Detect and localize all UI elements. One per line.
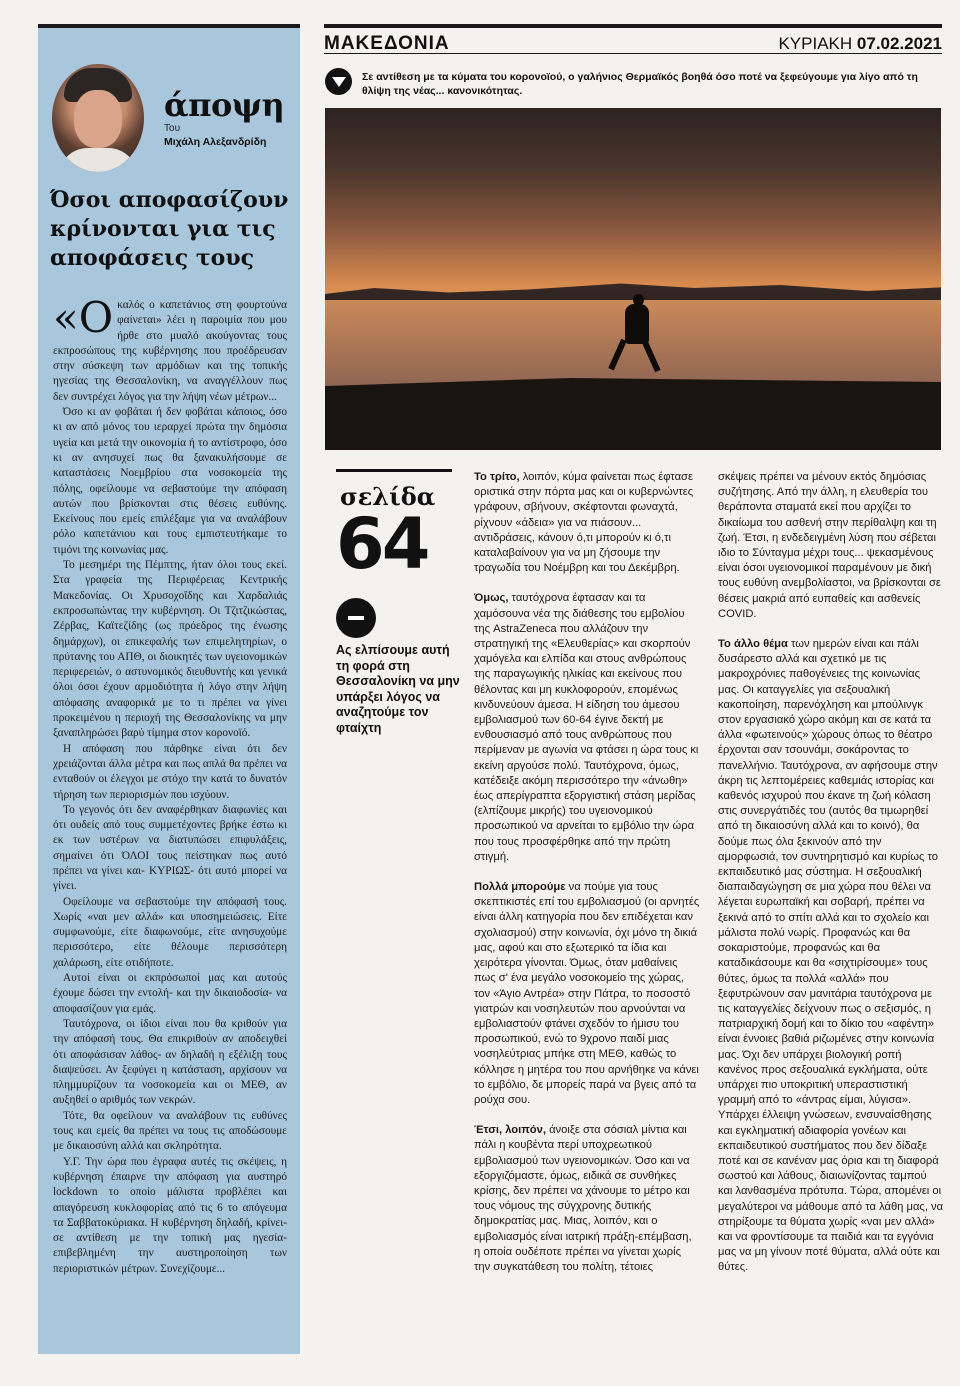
page-reference-box bbox=[336, 469, 452, 585]
dropcap bbox=[53, 293, 114, 342]
paragraph-text: των ημερών είναι και πάλι δυσάρεστο αλλά και σχετικό με τις μακροχρόνιες παθογένειες της κοινωνίας μας. Οι καταγγελίες για σεξουαλική κακοποίηση, παρενόχληση και μπούλινγκ στον εργασιακό χώρο ακόμη και σε κατά τα άλλα «φωτεινούς» χώρους όπως το θέατρο έρχονται σαν τσουνάμι, σοκάροντας το πανελλήνιο. Ταυτόχρονα, αν αφήσουμε στην άκρη τις λεπτομέρειες καθεμιάς ιστορίας και καθενός ισχυρού που έκανε τη ζωή κόλαση στις συνεργάτιδές του (αυτός θα τιμωρηθεί από τη δικαιοσύνη αλλά και το κοινό), θα δούμε πως όλα ξεκινούν από την αμορφωσιά, τον συντηρητισμό και κυρίως το εκπαιδευτικό μας σύστημα. Η σεξουαλική διαπαιδαγώγηση σε μια χώρα που θέλει να λέγεται ευρωπαϊκή και σοβαρή, πρέπει να ξεκινά από το σπίτι αλλά και το σχολείο και μάλιστα πολύ νωρίς. Προφανώς και θα σοκαριστούμε, προφανώς και θα καταδικάσουμε και θα «σιχτιρίσουμε» τους θύτες, όμως τα πολλά «αλλά» που ξεφυτρώνουν σαν μανιτάρια ταυτόχρονα με τις καταγγελίες δείχνουν πως ο σεξισμός, η πατριαρχική δομή και το δίκιο του «αφέντη» είναι έννοιες βαθιά ριζωμένες στην κοινωνία μας. Όχι δεν υπάρχει βιολογική ροπή κανένος προς σεξουαλικά εγκλήματα, ούτε υπάρχει πιο υποκριτική υπεραστιστική γραμμή από το «άντρας είμαι, λύγισα». Υπάρχει έλλειψη γνώσεων, ενσυναίσθησης και εγκληματική αδιαφορία γονέων και εκπαιδευτικού συστήματος που δεν δίδαξε ποτέ και σε κανέναν μας όρια και τη διαφορά σωστού και λάθους, διαιωνίζοντας ταμπού και λανθασμένα πρότυπα. Τώρα, απομένει οι μεγαλύτεροι να μάθουμε από τα λάθη μας, να στηρίξουμε τα θύματα χωρίς «ναι μεν αλλά» και να φροντίσουμε τα παιδιά και τα εγγόνια μας να μη γίνουν ποτέ θύματα, αλλά ούτε και θύτες. bbox=[718, 638, 944, 1274]
opinion-paragraph: Υ.Γ. Την ώρα που έγραφα αυτές τις σκέψεις, η κυβέρνηση έπαιρνε την απόφαση για αυστηρό lockdown το οποίο μάλιστα προβλέπει και απαγόρευση κυκλοφορίας από τις 6 το απόγευμα τα Σαββατοκύριακα. Η κυβέρνηση δηλαδή, κρίνει- σε αντίθεση με την τοπική μας ηγεσία- επιβεβλημένη την αυστηροποίηση των περιοριστικών μέτρων. Συνεχίζουμε... bbox=[53, 1155, 287, 1275]
sunset-photo bbox=[325, 108, 941, 450]
issue-day: ΚΥΡΙΑΚΗ bbox=[778, 34, 853, 53]
page-number: 64 bbox=[336, 503, 428, 585]
down-arrow-icon bbox=[325, 68, 352, 95]
paragraph-text: λοιπόν, κύμα φαίνεται πως έφτασε οριστικά στην πόρτα μας και οι κυβερνώντες γράφουν, σβήνουν, σκέφτονται φωναχτά, ρίχνουν «άδεια» για να πιάσουν... αντιδράσεις, κάνουν ό,τι μπορούν κι ό,τι καταλαβαίνουν για να μη ζήσουμε την τραγωδία του Νοέμβρη και του Δεκέμβρη. bbox=[474, 471, 694, 575]
opinion-paragraph: Αυτοί είναι οι εκπρόσωποί μας και αυτούς έχουμε δώσει την εντολή- και την δικαιοδοσία- να αποφασίζουν για εμάς. bbox=[53, 972, 287, 1015]
opinion-body bbox=[53, 293, 287, 1277]
minus-note: Ας ελπίσουμε αυτή τη φορά στη Θεσσαλονίκη να μην υπάρξει λόγος να αναζητούμε τον φταίχτη bbox=[336, 643, 460, 735]
masthead bbox=[324, 24, 942, 54]
dropcap-letter: Ο bbox=[78, 293, 114, 342]
mid-paragraph bbox=[474, 591, 700, 865]
opinion-first-paragraph bbox=[53, 293, 287, 405]
right-paragraph bbox=[718, 637, 944, 1276]
opinion-headline: Όσοι αποφασίζουν κρίνονται για τις αποφάσεις τους bbox=[50, 187, 289, 271]
issue-date-value: 07.02.2021 bbox=[856, 34, 942, 53]
paragraph-text: άνοιξε στα σόσιαλ μίντια και πάλι η κουβέντα περί υποχρεωτικού εμβολιασμού των υγειονομικών. Όσο και να εξοργιζόμαστε, όμως, ειδικά σε συνθήκες κρίσης, δεν πρέπει να χάνουμε το μέτρο και τους νόμους της σύγχρονης δυτικής δημοκρατίας μας. Μιας, λοιπόν, και ο εμβολιασμός είναι ιατρική πράξη-επέμβαση, η οποία ουδέποτε πρέπει να γίνεται χωρίς την συγκατάθεση του πολίτη, τέτοιες bbox=[474, 1124, 692, 1273]
opinion-paragraph: Το γεγονός ότι δεν αναφέρθηκαν διαφωνίες και ότι ουδείς από τους συμμετέχοντες βρήκε έστω κι εκ των υστέρων να διατυπώσει επιφυλάξεις, σημαίνει ότι ΌΛΟΙ τους πείστηκαν πως αυτό πρέπει να γίνει και- ΚΥΡΙΩΣ- ότι αυτό μπορεί να γίνει. bbox=[53, 803, 287, 893]
photo-caption: Σε αντίθεση με τα κύματα του κορονοϊού, ο γαλήνιος Θερμαϊκός βοηθά όσο ποτέ να ξεφεύγουμε για λίγο από τη θλίψη της νέας... κανονικότητας. bbox=[362, 71, 918, 97]
paragraph-text: ταυτόχρονα έφτασαν και τα χαμόσουνα νέα της διάθεσης του εμβολίου της AstraZeneca που αλλάζουν την στρατηγική της «Ελευθερίας» και σκορπούν χαμόγελα και ελπίδα και στους ανθρώπους της παραγωγικής ηλικίας και εκείνους που θέλοντας και μη κυκλοφορούν, επομένως κινδυνεύουν άμεσα. Η είδηση του άμεσου εμβολιασμού των 60-64 έγινε δεκτή με ενθουσιασμό από τους ανθρώπους που περίμεναν με αγωνία να φτάσει η ώρα τους κι εκείνη αργούσε πολύ. Ταυτόχρονα, όμως, κατέδειξε ακόμη περισσότερο την «άνωθη» έως απερίγραπτα εξοργιστική στάση μερίδας (ελπίζουμε μικρής) του υγειονομικού προσωπικού να αρνείται το εμβόλιο την ώρα που τους προσφέρθηκε από την πρώτη στιγμή. bbox=[474, 592, 699, 863]
author-name: Μιχάλη Αλεξανδρίδη bbox=[164, 136, 267, 148]
opinion-paragraph: Όσο κι αν φοβάται ή δεν φοβάται κάποιος, όσο κι αν από μόνος του ιεραρχεί πρώτα την δημόσια υγεία και μετά την οικονομία ή το αντίστροφο, όσο κι αν ανησυχεί πως θα ξανακυλήσουμε σε καταστάσεις Νοεμβρίου στα νοσοκομεία της πόλης, οφείλουμε να σεβαστούμε την απόφαση αυτών που βρίσκονται στις θέσεις ευθύνης. Εκείνους που εμείς επιλέξαμε για να αναλάβουν ρόλο καπετάνιου και τους εμπιστευτήκαμε το τιμόνι της κοινωνίας μας. bbox=[53, 406, 287, 556]
minus-icon bbox=[336, 598, 376, 638]
author-photo bbox=[52, 64, 144, 172]
photo-sky bbox=[325, 108, 941, 308]
opinion-paragraph: Ταυτόχρονα, οι ίδιοι είναι που θα κριθούν για την απόφασή τους. Θα επικριθούν αν αποδειχθεί ότι αποφάσισαν λάθος- αν δηλαδή η εξέλιξη τους διαψεύσει. Αν ξεφύγει η κατάσταση, αρχίσουν να πλημμυρίζουν τα νοσοκομεία και οι ΜΕΘ, αν αυξηθεί ο αριθμός των νεκρών. bbox=[53, 1017, 287, 1107]
paragraph-text: σκέψεις πρέπει να μένουν εκτός δημόσιας συζήτησης. Από την άλλη, η ελευθερία του θεράποντα σταματά εκεί που αρχίζει το δικαίωμα του ασθενή στην περίθαλψη και τη ζωή. Έτσι, η ενδεδειγμένη λύση που σέβεται ιδιο το Σύνταγμα μέχρι τους... ψεκασμένους είναι όσοι υγειονομικοί παραμένουν με δική τους ευθύνη ανεμβολίαστοι, να βρίσκονται σε θέσεις μακριά από ευπαθείς και ασθενείς COVID. bbox=[718, 471, 941, 620]
dropcap-quote: « bbox=[53, 293, 79, 342]
right-paragraph bbox=[718, 470, 944, 622]
paragraph-lead: Το άλλο θέμα bbox=[718, 638, 788, 651]
paragraph-lead: Πολλά μπορούμε bbox=[474, 881, 566, 894]
paragraph-text: να πούμε για τους σκεπτικιστές επί του εμβολιασμού (οι αρνητές είναι άλλη κατηγορία που δεν επιδέχεται καν σχολιασμού) στην κοινωνία, όχι μόνο τη δικιά μας, αφού και στο εξωτερικό τα ίδια και χειρότερα γίνονται. Όμως, όταν μαθαίνεις πως σ' ένα μεγάλο νοσοκομείο της χώρας, τον «Άγιο Αντρέα» στην Πάτρα, το ποσοστό γιατρών και νοσηλευτών που αρνούνται να εμβολιαστούν φτάνει σχεδόν το ήμισυ του προσωπικού, ενώ το 9χρονο παιδί μιας νοσηλεύτριας μπήκε στη ΜΕΘ, καθώς το κόλλησε η μητέρα του που αρνήθηκε να κάνει το εμβόλιο, δε μπορείς παρά να βγεις από τα ρούχα σου. bbox=[474, 881, 700, 1106]
paragraph-lead: Έτσι, λοιπόν, bbox=[474, 1124, 546, 1137]
author-by: Του bbox=[164, 123, 181, 134]
opinion-column bbox=[38, 24, 300, 1354]
opinion-paragraph: Το μεσημέρι της Πέμπτης, ήταν όλοι τους εκεί. Στα γραφεία της Περιφέρειας Κεντρικής Μακεδονίας. Οι Χρυσοχοΐδης και Χαρδαλιάς εκπροσωπώντας την κυβέρνηση. Οι Τζιτζικώστας, Ζέρβας, Καϊτεζίδης (ως πρόεδρος της ένωσης δημάρχων), οι επικεφαλής των επιμελητηρίων, ο πρύτανης του ΑΠΘ, οι διοικητές των υγειονομικών περιφερειών, ο αστυνομικός διευθυντής και γενικά όλοι όσοι έχουν αρμοδιότητα ή λόγο στην λήψη απόφασης αναφορικά με το τι πρέπει να γίνει προκειμένου η περιοχή της Θεσσαλονίκης να μην ξαναπληρώσει βαρύ τίμημα στον κορονοϊό. bbox=[53, 559, 287, 740]
mid-paragraph bbox=[474, 470, 700, 576]
column-right bbox=[718, 470, 944, 1291]
page-label: σελίδα bbox=[340, 482, 436, 511]
opinion-paragraph: Η απόφαση που πάρθηκε είναι ότι δεν χρειάζονται άλλα μέτρα και πως απλά θα πρέπει να ενταθούν οι έλεγχοι με στόχο την κατά το δυνατόν τήρηση των περιορισμών που ισχύουν. bbox=[53, 742, 287, 801]
paragraph-lead: Όμως, bbox=[474, 592, 509, 605]
author-face bbox=[74, 90, 122, 148]
author-shirt bbox=[58, 148, 138, 172]
issue-date bbox=[778, 34, 942, 54]
paragraph-lead: Το τρίτο, bbox=[474, 471, 520, 483]
opinion-tag: άποψη bbox=[164, 86, 285, 124]
opinion-paragraph: Οφείλουμε να σεβαστούμε την απόφασή τους. Χωρίς «ναι μεν αλλά» και υποσημειώσεις. Είτε συμφωνούμε, είτε διαφωνούμε, είτε ανησυχούμε περισσότερο, είτε θέλουμε περισσότερη χαλάρωση, είτε οτιδήποτε. bbox=[53, 895, 287, 969]
first-paragraph-text: καλός ο καπετάνιος στη φουρτούνα φαίνεται» λέει η παροιμία που μου ήρθε στο μυαλό ακούγοντας τους εκπροσώπους της κυβέρνησης που προέδρευσαν στην σύσκεψη των αρμόδιων και της τοπικής ηγεσίας της Θεσσαλονίκη, να αναγγέλλουν πως δεν συντρέχει λόγος για την λήψη νέων μέτρων... bbox=[53, 299, 287, 403]
mid-paragraph bbox=[474, 1123, 700, 1275]
opinion-paragraph: Τότε, θα οφείλουν να αναλάβουν τις ευθύνες τους και εμείς θα πρέπει να τους τις αποδώσουμε με δικαιοσύνη αλλά και σκληρότητα. bbox=[53, 1109, 287, 1153]
mid-paragraph bbox=[474, 880, 700, 1108]
column-mid bbox=[474, 470, 700, 1290]
paper-name: ΜΑΚΕΔΟΝΙΑ bbox=[324, 33, 450, 54]
